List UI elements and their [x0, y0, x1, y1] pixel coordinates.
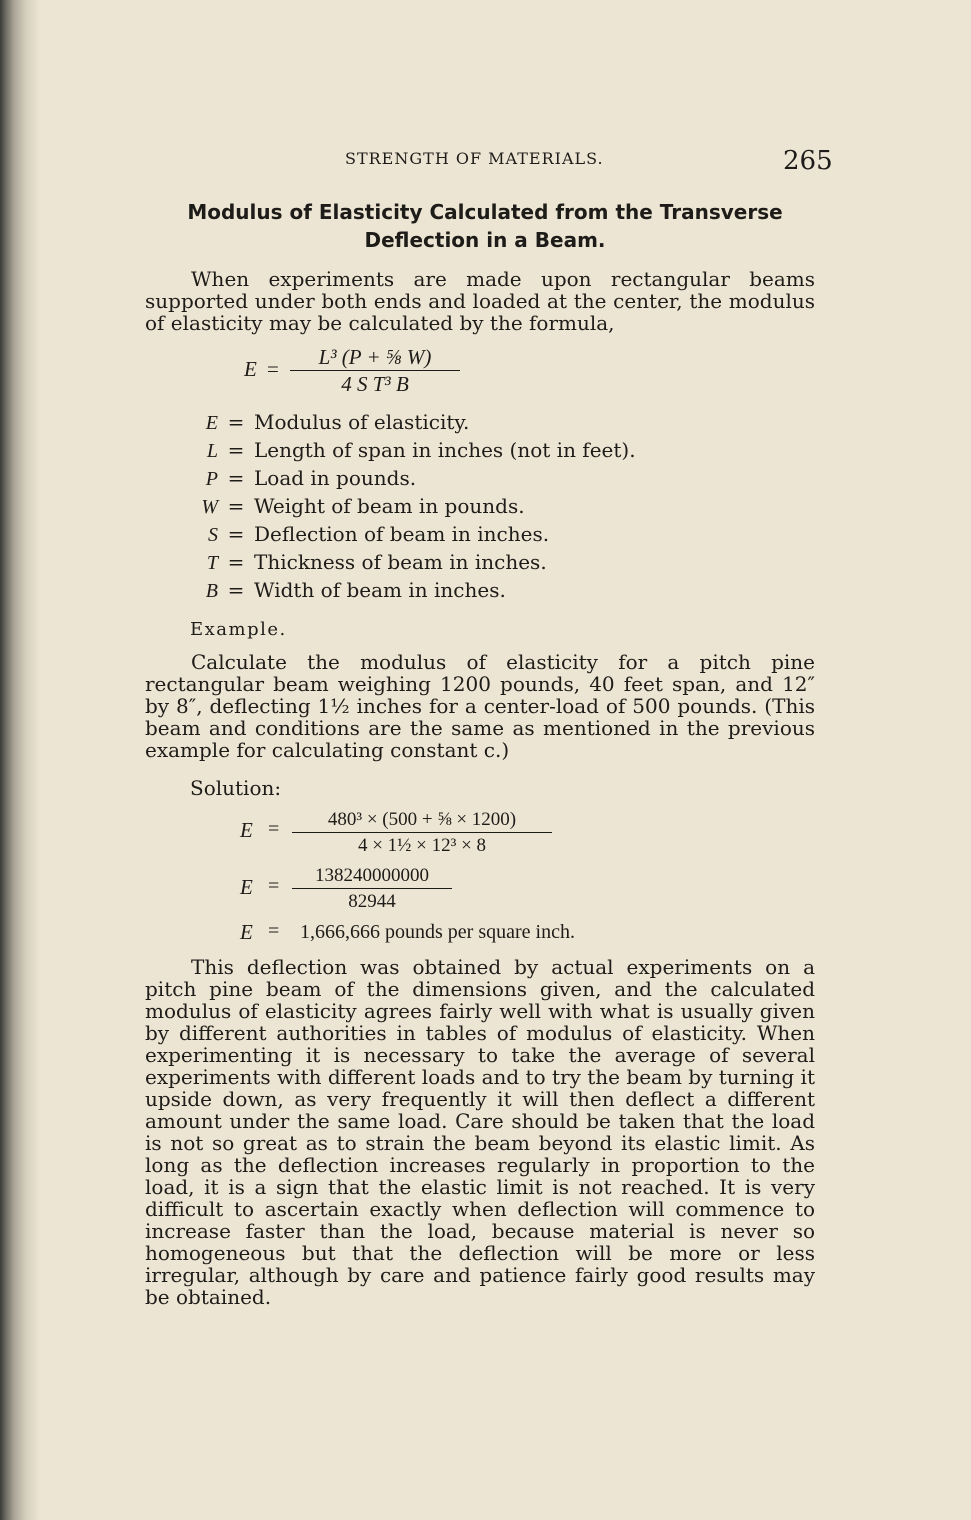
intro-text: When experiments are made upon rectangular beams supported under both ends and loaded at the center, the modulus of elasticity may be calculated by the formula, [145, 267, 815, 335]
closing-text: This deflection was obtained by actual experiments on a pitch pine beam of the dimensions given, and the calculated modulus of elasticity agrees fairly well with what is usually given by different authorities in tables of modulus of elasticity. When experimenting it is necessary to take the average of several experiments with different loads and to try the beam by turning it upside down, as very frequently it will then deflect a different amount under the same load. Care should be taken that the load is not so great as to strain the beam beyond its elastic limit. As long as the deflection increases regularly in proportion to the load, it is a sign that the elastic limit is not reached. It is very difficult to ascertain exactly when deflection will commence to increase faster than the load, because material is never so homogeneous but that the deflection will be more or less irregular, although by care and patience fairly good results may be obtained. [145, 955, 815, 1309]
definition-symbol: W [201, 496, 218, 518]
section-title-line2: Deflection in a Beam. [364, 228, 606, 252]
definition-row: T = Thickness of beam in inches. [180, 548, 547, 577]
definition-text: Load in pounds. [254, 466, 417, 490]
formula-equals: = [267, 357, 279, 381]
definition-row: E = Modulus of elasticity. [180, 408, 469, 437]
example-heading: Example. [190, 619, 287, 640]
definition-text: Length of span in inches (not in feet). [254, 438, 636, 462]
definition-symbol: T [206, 552, 218, 574]
definition-text: Width of beam in inches. [254, 578, 506, 602]
definition-row: W = Weight of beam in pounds. [180, 492, 525, 521]
formula-numerator: L³ (P + ⅝ W) [290, 344, 460, 371]
example-text: Calculate the modulus of elasticity for a pitch pine rectangular beam weighing 1200 pounds, 40 feet span, and 12″ by 8″, deflecting 1½ inches for a center-load of 500 pounds. (This beam and conditions are the same as mentioned in the previous example for calculating constant c.) [145, 650, 815, 762]
step1-equals: = [268, 818, 280, 840]
formula-denominator: 4 S T³ B [341, 372, 409, 396]
step1-e: E [240, 818, 253, 842]
step2-numerator: 138240000000 [292, 864, 452, 889]
definition-text: Deflection of beam in inches. [254, 522, 550, 546]
definition-symbol: B [205, 580, 218, 602]
step2-e: E [240, 875, 253, 899]
definition-row: L = Length of span in inches (not in feet). [180, 436, 636, 465]
page-number: 265 [783, 146, 833, 176]
example-paragraph [145, 651, 815, 761]
running-head: STRENGTH OF MATERIALS. [345, 149, 604, 168]
formula-lhs: E [244, 357, 257, 381]
definition-symbol: E [205, 412, 218, 434]
step2-fraction [292, 864, 452, 915]
step2-denominator: 82944 [348, 891, 396, 912]
definition-text: Thickness of beam in inches. [254, 550, 547, 574]
definition-text: Weight of beam in pounds. [254, 494, 525, 518]
result-value: 1,666,666 pounds per square inch. [300, 921, 575, 943]
section-title [145, 198, 825, 254]
intro-paragraph [145, 268, 815, 334]
result-equals: = [268, 920, 280, 942]
step1-fraction [292, 808, 552, 859]
step1-numerator: 480³ × (500 + ⅝ × 1200) [292, 808, 552, 833]
formula-fraction [290, 344, 460, 397]
section-title-line1: Modulus of Elasticity Calculated from the Transverse [187, 200, 783, 224]
solution-label: Solution: [190, 776, 282, 800]
definition-symbol: S [208, 524, 218, 546]
definition-row: B = Width of beam in inches. [180, 576, 506, 605]
result-e: E [240, 920, 253, 944]
definition-symbol: P [205, 468, 218, 490]
definition-row: P = Load in pounds. [180, 464, 416, 493]
step1-denominator: 4 × 1½ × 12³ × 8 [357, 835, 487, 856]
step2-equals: = [268, 875, 280, 897]
definition-symbol: L [206, 440, 218, 462]
definition-text: Modulus of elasticity. [254, 410, 470, 434]
closing-paragraph [145, 956, 815, 1308]
definition-row: S = Deflection of beam in inches. [180, 520, 549, 549]
